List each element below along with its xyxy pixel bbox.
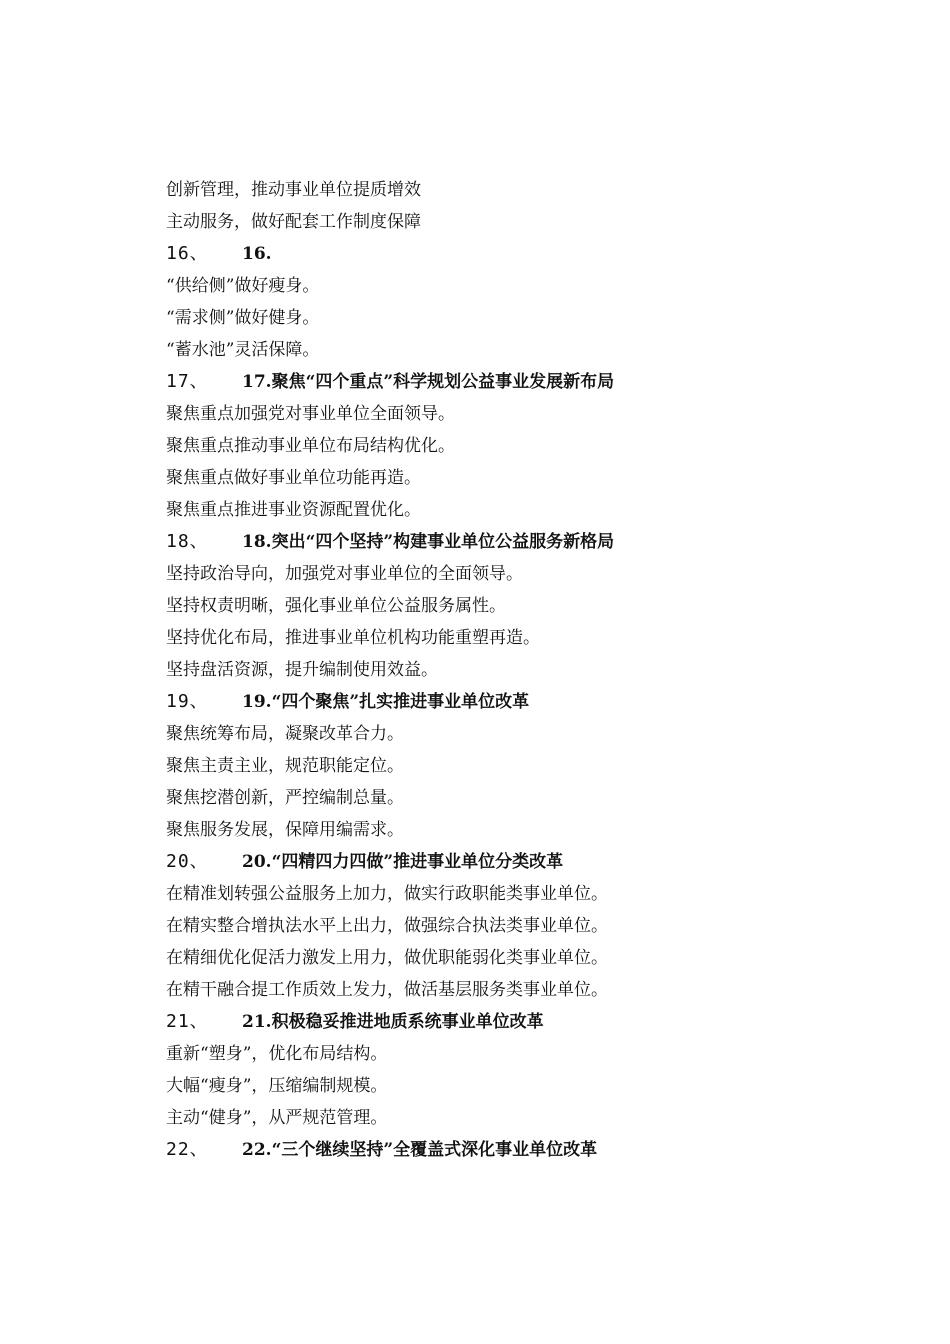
section-title: 20.“四精四力四做”推进事业单位分类改革 bbox=[242, 852, 564, 872]
section-title: 18.突出“四个坚持”构建事业单位公益服务新格局 bbox=[242, 532, 615, 552]
section-number: 17、 bbox=[166, 371, 209, 392]
list-item: 坚持盘活资源，提升编制使用效益。 bbox=[166, 660, 438, 680]
list-item: “蓄水池”灵活保障。 bbox=[166, 340, 320, 360]
list-item: 坚持权责明晰，强化事业单位公益服务属性。 bbox=[166, 596, 506, 616]
section-title: 19.“四个聚焦”扎实推进事业单位改革 bbox=[242, 692, 530, 712]
intro-line: 主动服务，做好配套工作制度保障 bbox=[166, 212, 421, 232]
list-item: “需求侧”做好健身。 bbox=[166, 308, 320, 328]
list-item: 在精干融合提工作质效上发力，做活基层服务类事业单位。 bbox=[166, 980, 608, 1000]
list-item: 聚焦服务发展，保障用编需求。 bbox=[166, 820, 404, 840]
section-heading-19 bbox=[166, 686, 866, 718]
list-item: 重新“塑身”，优化布局结构。 bbox=[166, 1044, 388, 1064]
list-item: 主动“健身”，从严规范管理。 bbox=[166, 1108, 388, 1128]
section-heading-16 bbox=[166, 238, 866, 270]
list-item: 在精实整合增执法水平上出力，做强综合执法类事业单位。 bbox=[166, 916, 608, 936]
section-number: 22、 bbox=[166, 1139, 209, 1160]
list-item: 聚焦挖潜创新，严控编制总量。 bbox=[166, 788, 404, 808]
section-number: 19、 bbox=[166, 691, 209, 712]
section-number: 16、 bbox=[166, 243, 209, 264]
list-item: 聚焦统筹布局，凝聚改革合力。 bbox=[166, 724, 404, 744]
list-item: 坚持优化布局，推进事业单位机构功能重塑再造。 bbox=[166, 628, 540, 648]
list-item: 在精细优化促活力激发上用力，做优职能弱化类事业单位。 bbox=[166, 948, 608, 968]
document-body bbox=[166, 174, 866, 1166]
section-title: 17.聚焦“四个重点”科学规划公益事业发展新布局 bbox=[242, 372, 615, 392]
intro-line: 创新管理，推动事业单位提质增效 bbox=[166, 180, 421, 200]
list-item: 聚焦重点加强党对事业单位全面领导。 bbox=[166, 404, 455, 424]
list-item: 聚焦主责主业，规范职能定位。 bbox=[166, 756, 404, 776]
list-item: 聚焦重点推动事业单位布局结构优化。 bbox=[166, 436, 455, 456]
section-number: 21、 bbox=[166, 1011, 209, 1032]
section-title: 16. bbox=[242, 244, 272, 264]
section-title: 21.积极稳妥推进地质系统事业单位改革 bbox=[242, 1012, 544, 1032]
section-number: 20、 bbox=[166, 851, 209, 872]
section-title: 22.“三个继续坚持”全覆盖式深化事业单位改革 bbox=[242, 1140, 598, 1160]
section-heading-18 bbox=[166, 526, 866, 558]
section-heading-22 bbox=[166, 1134, 866, 1166]
list-item: 聚焦重点推进事业资源配置优化。 bbox=[166, 500, 421, 520]
list-item: “供给侧”做好瘦身。 bbox=[166, 276, 320, 296]
list-item: 在精准划转强公益服务上加力，做实行政职能类事业单位。 bbox=[166, 884, 608, 904]
list-item: 聚焦重点做好事业单位功能再造。 bbox=[166, 468, 421, 488]
list-item: 坚持政治导向，加强党对事业单位的全面领导。 bbox=[166, 564, 523, 584]
section-heading-17 bbox=[166, 366, 866, 398]
list-item: 大幅“瘦身”，压缩编制规模。 bbox=[166, 1076, 388, 1096]
section-heading-20 bbox=[166, 846, 866, 878]
section-heading-21 bbox=[166, 1006, 866, 1038]
section-number: 18、 bbox=[166, 531, 209, 552]
